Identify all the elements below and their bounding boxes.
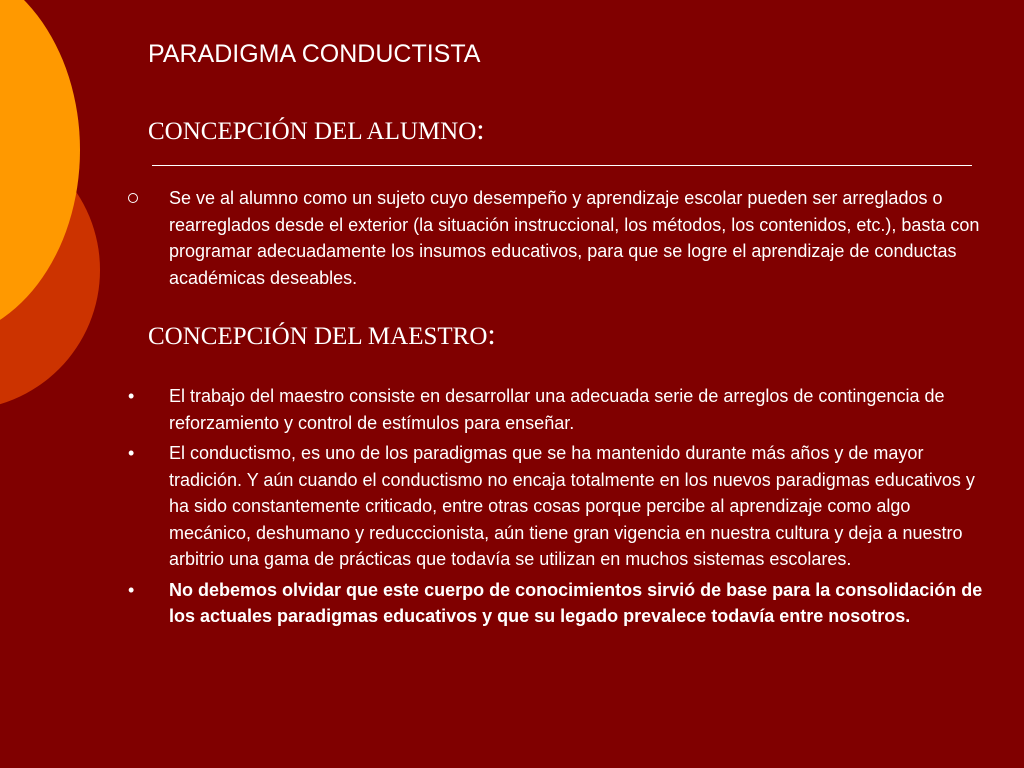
heading-alumno — [148, 113, 485, 147]
bullet-icon: • — [128, 386, 135, 406]
alumno-list — [128, 185, 988, 291]
heading-maestro-colon: : — [487, 318, 496, 351]
list-item — [128, 577, 988, 630]
list-item-text: Se ve al alumno como un sujeto cuyo desempeño y aprendizaje escolar pueden ser arreglados o rearreglados desde el exterior (la situación instruccional, los métodos, los contenidos, etc.), basta con programar adecuadamente los insumos educativos, para que se logre el aprendizaje de conductas académicas deseables. — [169, 188, 980, 288]
hollow-circle-bullet-icon — [128, 193, 138, 203]
list-item — [128, 383, 988, 436]
heading-maestro-text: CONCEPCIÓN DEL MAESTRO — [148, 323, 488, 350]
list-item-text: El trabajo del maestro consiste en desarrollar una adecuada serie de arreglos de contingencia de reforzamiento y control de estímulos para enseñar. — [169, 386, 945, 433]
bullet-icon: • — [128, 443, 135, 463]
heading-alumno-text: CONCEPCIÓN DEL ALUMNO — [148, 118, 477, 145]
list-item — [128, 185, 988, 291]
heading-maestro — [148, 318, 496, 352]
slide-title: PARADIGMA CONDUCTISTA — [148, 40, 481, 68]
list-item-text-bold: No debemos olvidar que este cuerpo de conocimientos sirvió de base para la consolidación de los actuales paradigmas educativos y que su legado prevalece todavía entre nosotros. — [169, 579, 983, 626]
divider-line — [152, 165, 972, 166]
heading-alumno-colon: : — [476, 113, 485, 146]
maestro-list — [128, 383, 988, 634]
bullet-icon: • — [128, 579, 135, 600]
list-item — [128, 440, 988, 573]
list-item-text: El conductismo, es uno de los paradigmas que se ha mantenido durante más años y de mayor tradición. Y aún cuando el conductismo no encaja totalmente en los nuevos paradigmas educativos y ha sido constantemente criticado, entre otras cosas porque percibe al aprendizaje como algo mecánico, deshumano y reducccionista, aún tiene gran vigencia en nuestra cultura y deja a nuestro arbitrio una gama de prácticas que todavía se utilizan en muchos sistemas escolares. — [169, 443, 975, 569]
